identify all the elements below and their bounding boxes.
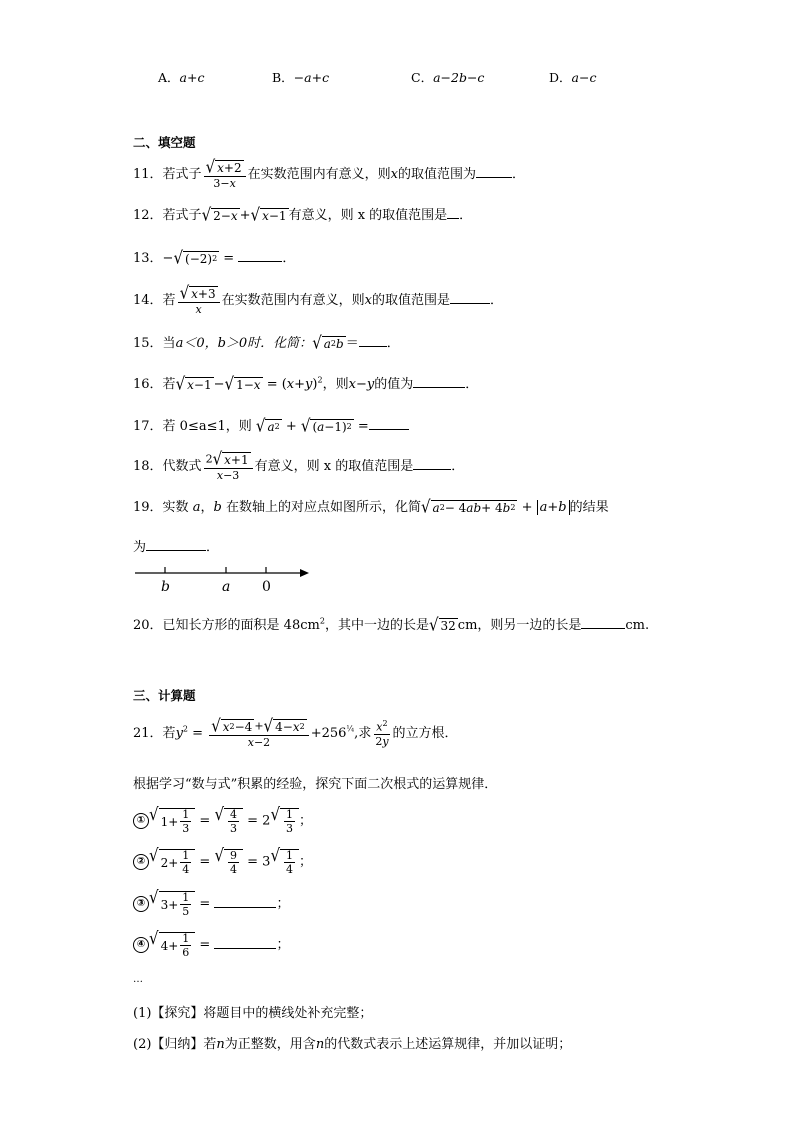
section-title-fill-blank: 二、填空题 (133, 135, 196, 150)
question-15: 15．当a＜0，b＞0时．化简： √ a 2 b ＝ ． (133, 332, 400, 354)
answer-blank[interactable] (369, 417, 409, 430)
choice-d: D．a−c (549, 70, 597, 85)
arrow-head-icon (300, 569, 309, 577)
question-18: 18．代数式 2 √ x +1 x−3 有意义，则 x 的取值范围是 ． (133, 448, 465, 482)
question-22: 根据学习“数与式”积累的经验，探究下面二次根式的运算规律． (133, 777, 498, 792)
fraction: 2 √ x +1 x−3 (204, 452, 253, 481)
fraction: $\frac{x^2}{2y}$ (375, 719, 389, 748)
fraction: √ x 2 −4 + √ 4− x 2 x−2 (209, 719, 309, 748)
answer-blank[interactable] (238, 249, 282, 262)
q22-item-2: ② √ 2+ $\frac{1}{4}$ = √ $\frac{9}{4}$ = 3 √ $\frac{1}{4}$ ； (133, 849, 312, 875)
question-16: 16．若 √ x −1 − √ 1− x = $(x+y)^2$，则x−y的值为 ． (133, 373, 479, 395)
question-19: 19．实数 a，b 在数轴上的对应点如图所示，化简 √ a 2 − 4 ab + 4 b 2 + a+b 的结果 (133, 496, 609, 518)
question-17: 17．若 0≤a≤1，则 √ a 2 + √ ( a −1) 2 = (133, 417, 409, 434)
label-zero: 0 (262, 579, 271, 595)
question-13: 13．− √ (−2) 2 = ． (133, 247, 296, 269)
fraction: √ x +3 x (178, 286, 220, 315)
fraction: √ x +2 3−x (204, 160, 246, 189)
question-12: 12．若式子 √ 2− x + √ x −1 有意义，则 x 的取值范围是 ． (133, 204, 473, 226)
answer-blank[interactable] (413, 457, 451, 470)
label-a: a (222, 579, 231, 595)
answer-blank[interactable] (476, 165, 512, 178)
q22-part-1: (1)【探究】将题目中的横线处补充完整； (133, 1006, 373, 1021)
q22-part-2: (2)【归纳】若n为正整数，用含n的代数式表示上述运算规律，并加以证明； (133, 1037, 572, 1052)
question-21: 21．若$y^2$ = √ x 2 −4 + √ 4− x 2 x−2 $+256^{\frac{1}{4}}$,求 $\frac{x^2}{2y}$ 的立方根． (133, 715, 458, 749)
answer-blank[interactable] (359, 334, 387, 347)
answer-blank[interactable] (146, 538, 206, 551)
question-11: 11．若式子 √ x +2 3−x 在实数范围内有意义，则x的取值范围为 ． (133, 156, 525, 190)
question-20: 20．已知长方形的面积是 $48cm^2$，其中一边的长是 √ 32 cm，则另一边的长是 cm. (133, 614, 650, 636)
answer-blank[interactable] (581, 616, 625, 629)
choice-c: C．a−2b−c (411, 70, 485, 85)
question-14: 14．若 √ x +3 x 在实数范围内有意义，则x的取值范围是 ． (133, 282, 503, 316)
answer-blank[interactable] (450, 291, 490, 304)
q22-item-4: ④ √ 4+ $\frac{1}{6}$ = ； (133, 932, 289, 958)
number-line-figure (135, 563, 315, 597)
section-title-calculation: 三、计算题 (133, 688, 196, 703)
answer-blank[interactable] (214, 895, 276, 908)
q22-item-3: ③ √ 3+ $\frac{1}{5}$ = ； (133, 891, 289, 917)
answer-blank[interactable] (413, 375, 465, 388)
label-b: b (161, 579, 170, 595)
q22-item-1: ① √ 1+ $\frac{1}{3}$ = √ $\frac{4}{3}$ = 2 √ $\frac{1}{3}$ ； (133, 808, 312, 834)
answer-blank[interactable] (447, 206, 459, 219)
choice-a: A．a+c (158, 70, 205, 85)
ellipsis: … (133, 974, 143, 985)
question-19-line2: 为 ． (133, 540, 220, 555)
choice-b: B．−a+c (272, 70, 330, 85)
answer-blank[interactable] (214, 936, 276, 949)
